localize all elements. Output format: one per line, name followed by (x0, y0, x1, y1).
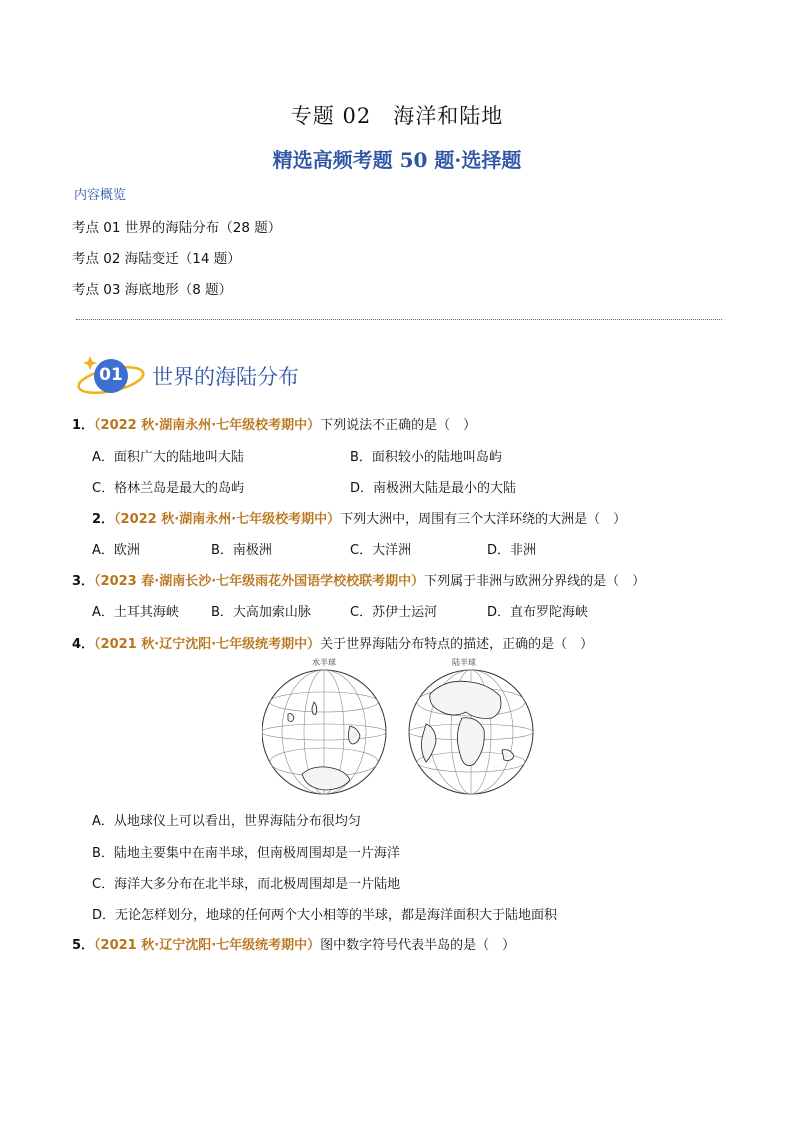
land-hemisphere-label: 陆半球 (452, 658, 476, 667)
page-subtitle: 精选高频考题 50 题·选择题 (272, 148, 522, 172)
badge-number: 01 (99, 365, 123, 385)
option-b: B．大高加索山脉 (211, 605, 311, 620)
question-source: （2022 秋·湖南永州·七年级校考期中） (114, 512, 341, 527)
option-b: B．面积较小的陆地叫岛屿 (350, 450, 502, 465)
question-4 (72, 633, 593, 652)
water-hemisphere-label: 水半球 (312, 658, 336, 667)
option-c: C．海洋大多分布在北半球，而北极周围却是一片陆地 (92, 877, 401, 892)
question-source: （2021 秋·辽宁沈阳·七年级统考期中） (94, 637, 321, 652)
option-a: A．从地球仪上可以看出，世界海陆分布很均匀 (92, 814, 361, 829)
question-2 (92, 508, 626, 527)
option-b: B．陆地主要集中在南半球，但南极周围却是一片海洋 (92, 846, 400, 861)
question-stem: 关于世界海陆分布特点的描述，正确的是（ ） (320, 637, 594, 652)
question-number: 3． (72, 574, 95, 589)
section-badge (76, 350, 152, 402)
dotted-divider (76, 319, 722, 320)
option-d: D．无论怎样划分，地球的任何两个大小相等的半球，都是海洋面积大于陆地面积 (92, 908, 558, 923)
option-c: C．格林兰岛是最大的岛屿 (92, 481, 245, 496)
option-a: A．面积广大的陆地叫大陆 (92, 450, 244, 465)
option-d: D．直布罗陀海峡 (487, 605, 589, 620)
option-c: C．苏伊士运河 (350, 605, 438, 620)
overview-heading: 内容概览 (74, 188, 127, 203)
question-number: 1． (72, 418, 95, 433)
option-a: A．土耳其海峡 (92, 605, 179, 620)
question-3 (72, 570, 645, 589)
question-source: （2022 秋·湖南永州·七年级校考期中） (94, 418, 321, 433)
overview-item: 考点 01 世界的海陆分布（28 题） (72, 220, 282, 236)
question-number: 5． (72, 938, 95, 953)
option-c: C．大洋洲 (350, 543, 412, 558)
option-a: A．欧洲 (92, 543, 140, 558)
overview-item: 考点 03 海底地形（8 题） (72, 282, 233, 298)
hemisphere-globes-image (262, 666, 544, 802)
overview-item: 考点 02 海陆变迁（14 题） (72, 251, 241, 267)
question-source: （2023 春·湖南长沙·七年级雨花外国语学校校联考期中） (94, 574, 425, 589)
question-stem: 下列说法不正确的是（ ） (320, 418, 477, 433)
question-number: 2． (92, 512, 115, 527)
option-d: D．非洲 (487, 543, 537, 558)
question-stem: 图中数字符号代表半岛的是（ ） (320, 938, 516, 953)
hemisphere-maps-figure (262, 656, 544, 802)
option-d: D．南极洲大陆是最小的大陆 (350, 481, 517, 496)
question-source: （2021 秋·辽宁沈阳·七年级统考期中） (94, 938, 321, 953)
question-number: 4． (72, 637, 95, 652)
question-1 (72, 414, 476, 433)
option-b: B．南极洲 (211, 543, 272, 558)
question-5 (72, 934, 515, 953)
question-stem: 下列大洲中，周围有三个大洋环绕的大洲是（ ） (340, 512, 627, 527)
section-title: 世界的海陆分布 (152, 365, 299, 389)
question-stem: 下列属于非洲与欧洲分界线的是（ ） (424, 574, 646, 589)
page-title: 专题 02 海洋和陆地 (290, 104, 504, 128)
